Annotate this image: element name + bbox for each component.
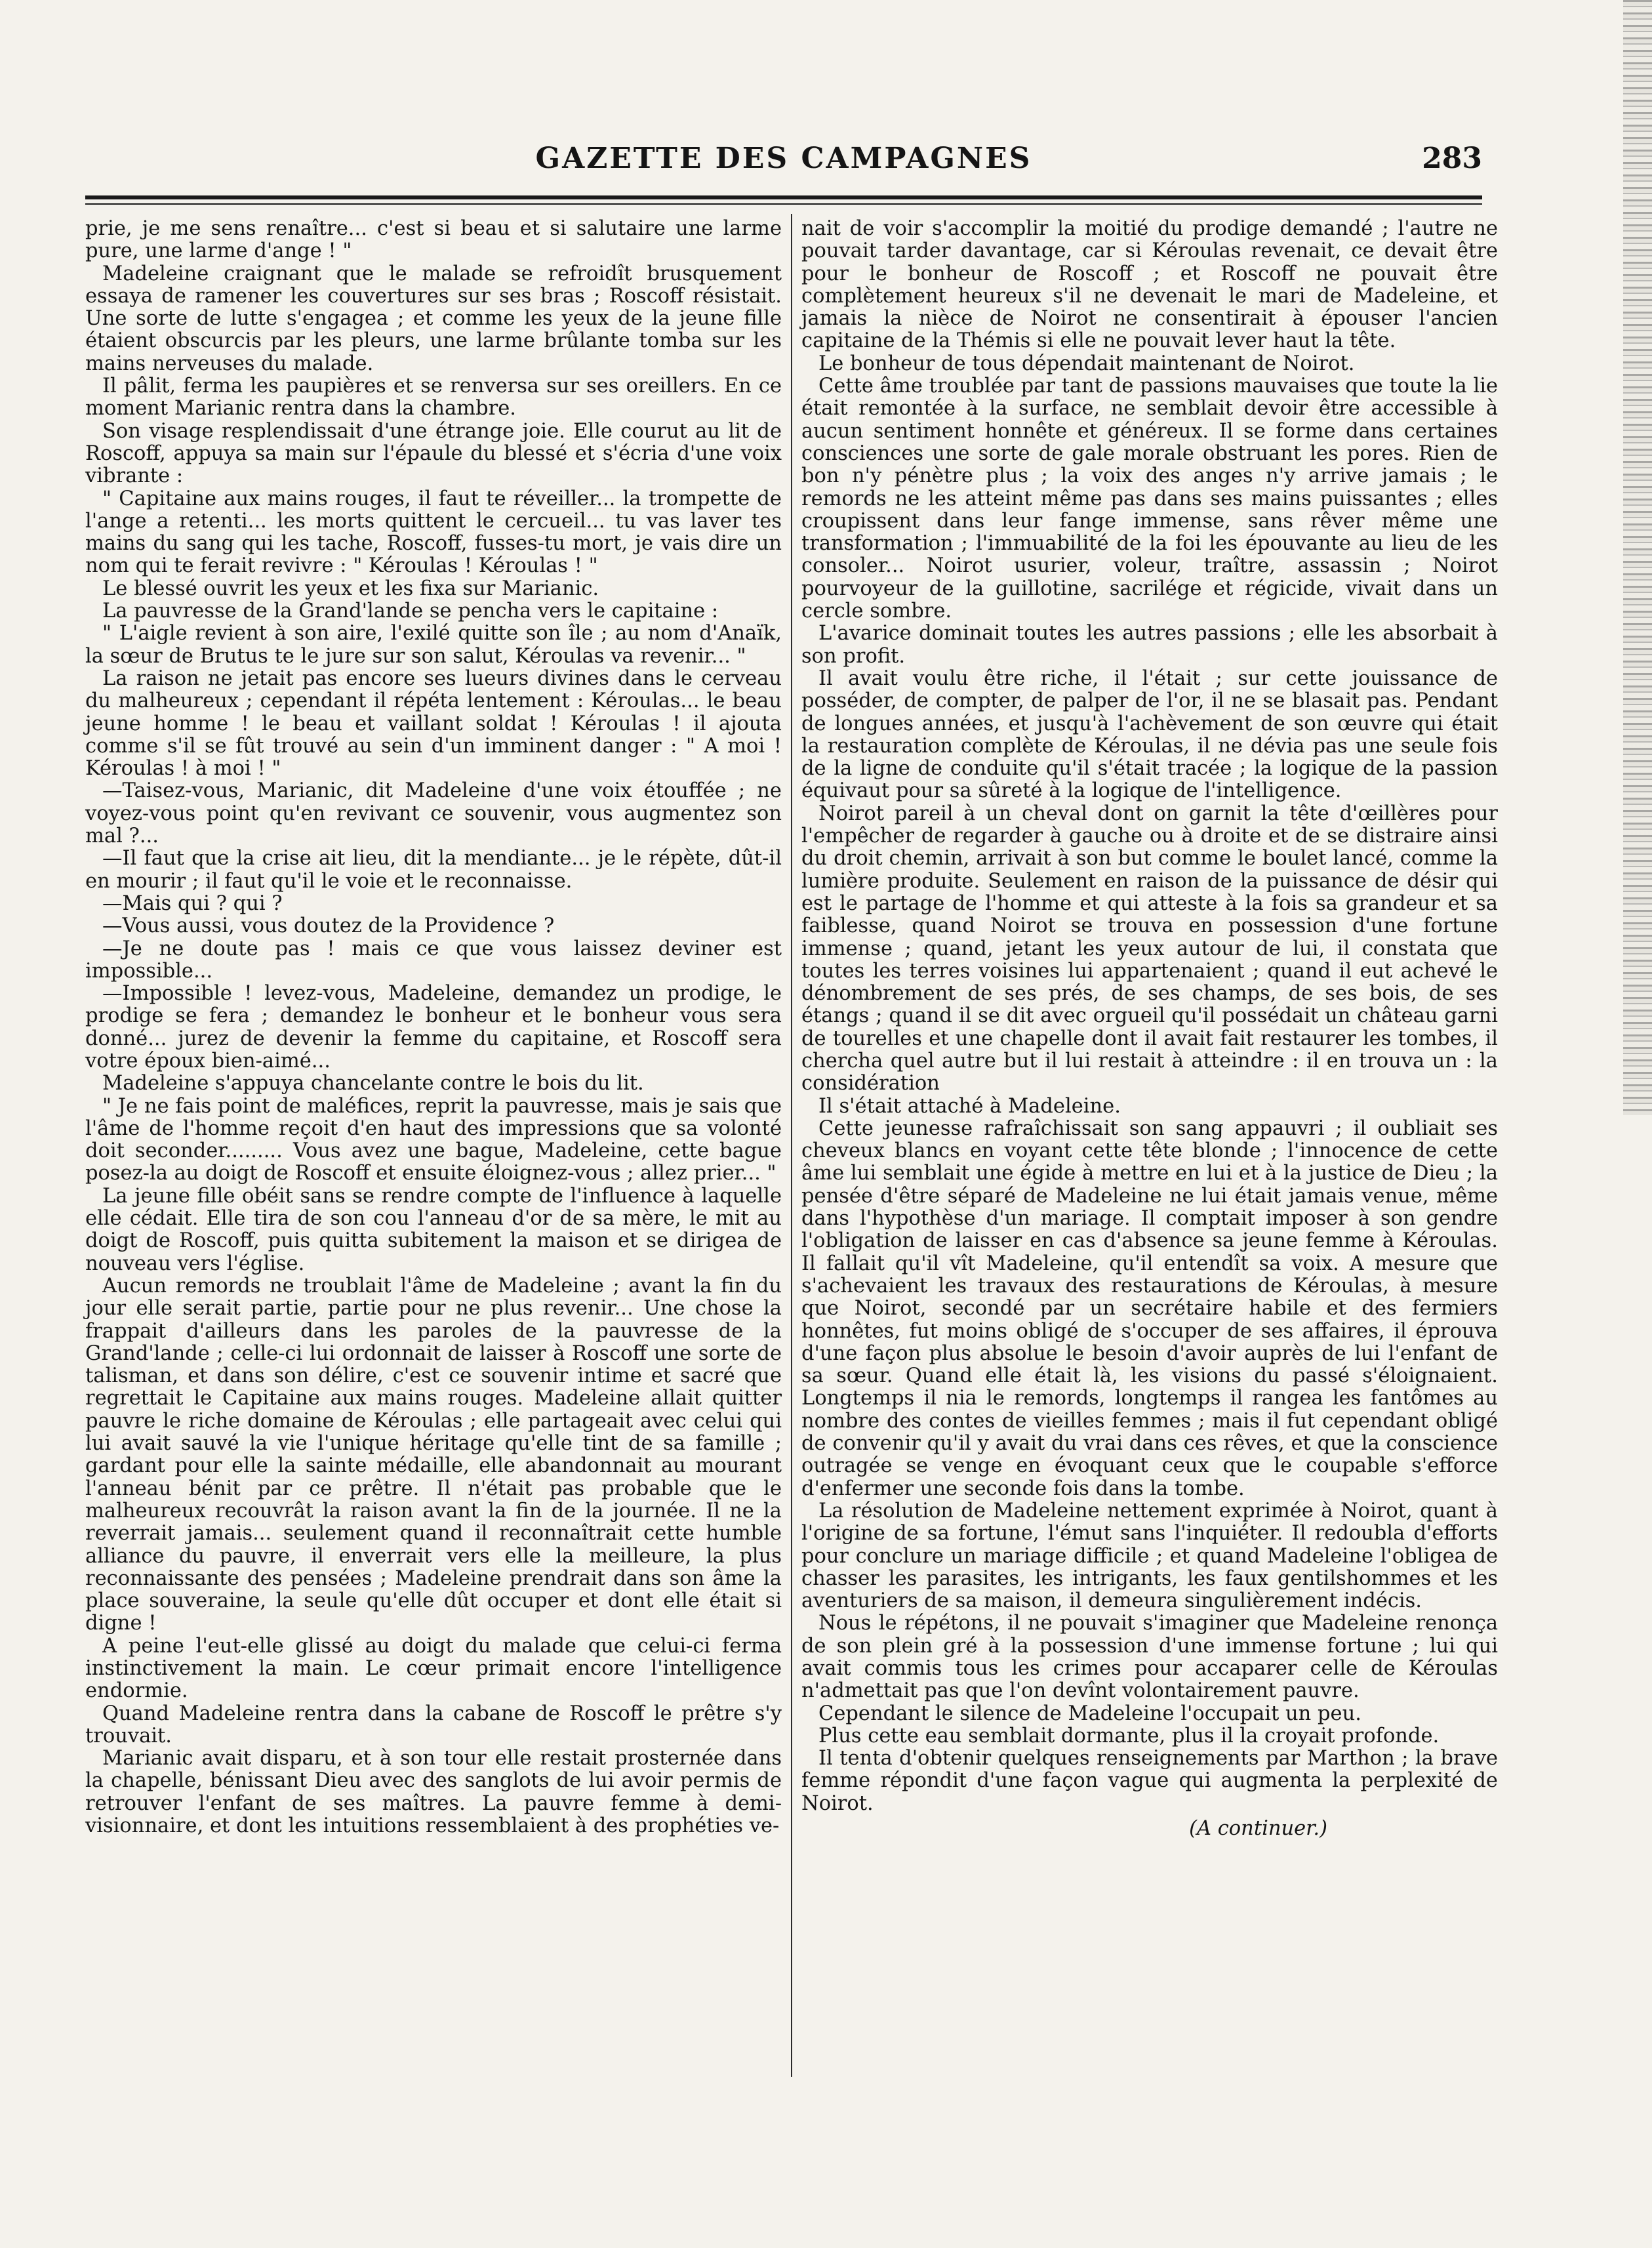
paragraph: L'avarice dominait toutes les autres passions ; elle les absorbait à son profit. bbox=[801, 622, 1498, 668]
scanned-page-edge bbox=[1623, 0, 1652, 1115]
paragraph: Nous le répétons, il ne pouvait s'imaginer que Madeleine renonça de son plein gré à la possession d'une immense fortune ; lui qui avait commis tous les crimes pour accaparer celle de Kéroulas n'admettait pas que l'on devînt volontairement pauvre. bbox=[801, 1612, 1498, 1703]
paragraph: —Impossible ! levez-vous, Madeleine, demandez un prodige, le prodige se fera ; demandez le bonheur et le bonheur vous sera donné... jurez de devenir la femme du capitaine, et Roscoff sera votre époux bien-aimé... bbox=[85, 982, 782, 1073]
paragraph: —Il faut que la crise ait lieu, dit la mendiante... je le répète, dût-il en mourir ; il faut qu'il le voie et le reconnaisse. bbox=[85, 847, 782, 893]
paragraph: Le bonheur de tous dépendait maintenant de Noirot. bbox=[818, 352, 1355, 375]
right-column bbox=[801, 218, 1498, 1840]
paragraph: Il pâlit, ferma les paupières et se renversa sur ses oreillers. En ce moment Marianic rentra dans la chambre. bbox=[85, 375, 782, 420]
paragraph: La résolution de Madeleine nettement exprimée à Noirot, quant à l'origine de sa fortune, l'émut sans l'inquiéter. Il redoubla d'efforts pour conclure un mariage difficile ; et quand Madeleine l'obligea de chasser les parasites, les intrigants, les faux gentilshommes et les aventuriers de sa maison, il demeura singulièrement indécis. bbox=[801, 1499, 1498, 1613]
paragraph: Cette jeunesse rafraîchissait son sang appauvri ; il oubliait ses cheveux blancs en voyant cette tête blonde ; l'innocence de cette âme lui semblait une égide à mettre en lui et à la justice de Dieu ; la pensée d'être séparé de Madeleine ne lui était jamais venue, même dans l'hypothèse d'un mariage. Il comptait imposer à son gendre l'obligation de laisser en cas d'absence sa jeune femme à Kéroulas. Il fallait qu'il vît Madeleine, qu'il entendît sa voix. A mesure que s'achevaient les travaux des restaurations de Kéroulas, à mesure que Noirot, secondé par un secrétaire habile et des fermiers honnêtes, fut moins obligé de s'occuper de ses affaires, il éprouva d'une façon plus absolue le besoin d'avoir auprès de lui l'enfant de sa sœur. Quand elle était là, les visions du passé s'éloignaient. Longtemps il nia le remords, longtemps il rangea les fantômes au nombre des contes de vieilles femmes ; mais il fut cependant obligé de convenir qu'il y avait du vrai dans ces rêves, et que la conscience outragée se venge en évoquant ceux que le coupable s'efforce d'enfermer une seconde fois dans la tombe. bbox=[801, 1116, 1498, 1500]
paragraph: Noirot pareil à un cheval dont on garnit la tête d'œillères pour l'empêcher de regarder à gauche ou à droite et de se distraire ainsi du droit chemin, arrivait à son but comme le boulet lancé, comme la lumière produite. Seulement en raison de la puissance de désir qui est le partage de l'homme et qui atteste à la fois sa grandeur et sa faiblesse, quand Noirot se trouva en possession d'une fortune immense ; quand, jetant les yeux autour de lui, il constata que toutes les terres voisines lui appartenaient ; quand il eut achevé le dénombrement de ses prés, de ses champs, de ses bois, de ses étangs ; quand il se dit avec orgueil qu'il possédait un château garni de tourelles et une chapelle dont il avait fait restaurer les tombes, il chercha quel autre but il lui restait à atteindre : il en trouva un : la considération bbox=[801, 802, 1498, 1095]
paragraph: La pauvresse de la Grand'lande se pencha vers le capitaine : bbox=[102, 600, 719, 623]
paragraph: " Je ne fais point de maléfices, reprit la pauvresse, mais je sais que l'âme de l'homme reçoit d'en haut des impressions que sa volonté doit seconder......... Vous avez une bague, Madeleine, cette bague posez-la au doigt de Roscoff et ensuite éloignez-vous ; allez prier... " bbox=[85, 1094, 782, 1185]
paragraph: Quand Madeleine rentra dans la cabane de Roscoff le prêtre s'y trouvait. bbox=[85, 1702, 782, 1747]
paragraph: La raison ne jetait pas encore ses lueurs divines dans le cerveau du malheureux ; cependant il répéta lentement : Kéroulas... le beau jeune homme ! le beau et vaillant soldat ! Kéroulas ! il ajouta comme s'il se fût trouvé au sein d'un imminent danger : " A moi ! Kéroulas ! à moi ! " bbox=[85, 666, 782, 781]
paragraph: —Je ne doute pas ! mais ce que vous laissez deviner est impossible... bbox=[85, 937, 782, 983]
paragraph: " L'aigle revient à son aire, l'exilé quitte son île ; au nom d'Anaïk, la sœur de Brutus te le jure sur son salut, Kéroulas va revenir... " bbox=[85, 622, 782, 668]
column-divider bbox=[791, 214, 792, 2077]
paragraph: Le blessé ouvrit les yeux et les fixa sur Marianic. bbox=[102, 577, 599, 600]
running-title: GAZETTE DES CAMPAGNES bbox=[535, 142, 1032, 175]
paragraph: Cette âme troublée par tant de passions mauvaises que toute la lie était remontée à la surface, ne semblait devoir être accessible à aucun sentiment honnête et généreux. Il se forme dans certaines consciences une sorte de gale morale obstruant les pores. Rien de bon n'y pénètre plus ; la voix des anges n'y arrive jamais ; le remords ne les atteint même pas dans ses mains puissantes ; elles croupissent dans leur fange immense, sans rêver même une transformation ; l'immuabilité de la foi les épouvante au lieu de les consoler... Noirot usurier, voleur, traître, assassin ; Noirot pourvoyeur de la guillotine, sacrilége et régicide, vivait dans un cercle sombre. bbox=[801, 375, 1498, 623]
paragraph: Il tenta d'obtenir quelques renseignements par Marthon ; la brave femme répondit d'une façon vague qui augmenta la perplexité de Noirot. bbox=[801, 1747, 1498, 1815]
paragraph: prie, je me sens renaître... c'est si beau et si salutaire une larme pure, une larme d'ange ! " bbox=[85, 217, 782, 263]
page-header bbox=[85, 139, 1482, 185]
paragraph: Plus cette eau semblait dormante, plus il la croyait profonde. bbox=[818, 1724, 1440, 1747]
paragraph: —Mais qui ? qui ? bbox=[102, 891, 283, 915]
paragraph: La jeune fille obéit sans se rendre compte de l'influence à laquelle elle cédait. Elle tira de son cou l'anneau d'or de sa mère, le mit au doigt de Roscoff, puis quitta subitement la maison et se dirigea de nouveau vers l'église. bbox=[85, 1184, 782, 1275]
paragraph: Cependant le silence de Madeleine l'occupait un peu. bbox=[818, 1702, 1361, 1725]
paragraph: Madeleine craignant que le malade se refroidît brusquement essaya de ramener les couvertures sur ses bras ; Roscoff résistait. Une sorte de lutte s'engagea ; et comme les yeux de la jeune fille étaient obscurcis par les pleurs, une larme brûlante tomba sur les mains nerveuses du malade. bbox=[85, 262, 782, 375]
paragraph: Il avait voulu être riche, il l'était ; sur cette jouissance de posséder, de compter, de palper de l'or, il ne se blasait pas. Pendant de longues années, et jusqu'à l'achèvement de son œuvre qui était la restauration complète de Kéroulas, il ne dévia pas une seule fois de la ligne de conduite qu'il s'était tracée ; la logique de la passion équivaut pour sa sûreté à la logique de l'intelligence. bbox=[801, 666, 1498, 803]
header-rule-thick bbox=[85, 195, 1482, 199]
paragraph: —Taisez-vous, Marianic, dit Madeleine d'une voix étouffée ; ne voyez-vous point qu'en revivant ce souvenir, vous augmentez son mal ?... bbox=[85, 779, 782, 848]
page-number: 283 bbox=[1422, 142, 1482, 175]
paragraph: nait de voir s'accomplir la moitié du prodige demandé ; l'autre ne pouvait tarder davantage, car si Kéroulas revenait, ce devait être pour le bonheur de Roscoff ; et Roscoff ne pouvait être complètement heureux s'il ne devenait le mari de Madeleine, et jamais la nièce de Noirot ne consentirait à épouser l'ancien capitaine de la Thémis si elle ne pouvait lever haut la tête. bbox=[801, 217, 1498, 353]
paragraph: Il s'était attaché à Madeleine. bbox=[818, 1094, 1121, 1118]
paragraph: Aucun remords ne troublait l'âme de Madeleine ; avant la fin du jour elle serait partie, partie pour ne plus revenir... Une chose la frappait d'ailleurs dans les paroles de la pauvresse de la Grand'lande ; celle-ci lui ordonnait de laisser à Roscoff une sorte de talisman, et dans son délire, c'est ce souvenir intime et sacré que regrettait le Capitaine aux mains rouges. Madeleine allait quitter pauvre le riche domaine de Kéroulas ; elle partageait avec celui qui lui avait sauvé la vie l'unique héritage qu'elle tint de sa famille ; gardant pour elle la sainte médaille, elle abandonnait au mourant l'anneau bénit par ce prêtre. Il n'était pas probable que le malheureux recouvrât la raison avant la fin de la journée. Il ne la reverrait jamais... seulement quand il reconnaîtrait cette humble alliance du pauvre, il enverrait vers elle la meilleure, la plus reconnaissante des pensées ; Madeleine prendrait dans son âme la place souveraine, la seule qu'elle dût occuper et dont elle était si digne ! bbox=[85, 1274, 782, 1635]
paragraph: A peine l'eut-elle glissé au doigt du malade que celui-ci ferma instinctivement la main. Le cœur primait encore l'intelligence endormie. bbox=[85, 1634, 782, 1703]
paragraph: —Vous aussi, vous doutez de la Providence ? bbox=[102, 914, 555, 938]
paragraph: Son visage resplendissait d'une étrange joie. Elle courut au lit de Roscoff, appuya sa main sur l'épaule du blessé et s'écria d'une voix vibrante : bbox=[85, 419, 782, 488]
header-rule-thin bbox=[85, 203, 1482, 205]
paragraph: " Capitaine aux mains rouges, il faut te réveiller... la trompette de l'ange a retenti... les morts quittent le cercueil... tu vas laver tes mains du sang qui les tache, Roscoff, fusses-tu mort, je vais dire un nom qui te ferait revivre : " Kéroulas ! Kéroulas ! " bbox=[85, 487, 782, 578]
paragraph: Marianic avait disparu, et à son tour elle restait prosternée dans la chapelle, bénissant Dieu avec des sanglots de lui avoir permis de retrouver l'enfant de ses maîtres. La pauvre femme à demi-visionnaire, et dont les intuitions ressemblaient à des prophéties ve- bbox=[85, 1747, 782, 1838]
paragraph: Madeleine s'appuya chancelante contre le bois du lit. bbox=[102, 1072, 644, 1095]
continuation-note: (A continuer.) bbox=[1189, 1817, 1327, 1841]
left-column bbox=[85, 218, 782, 1837]
